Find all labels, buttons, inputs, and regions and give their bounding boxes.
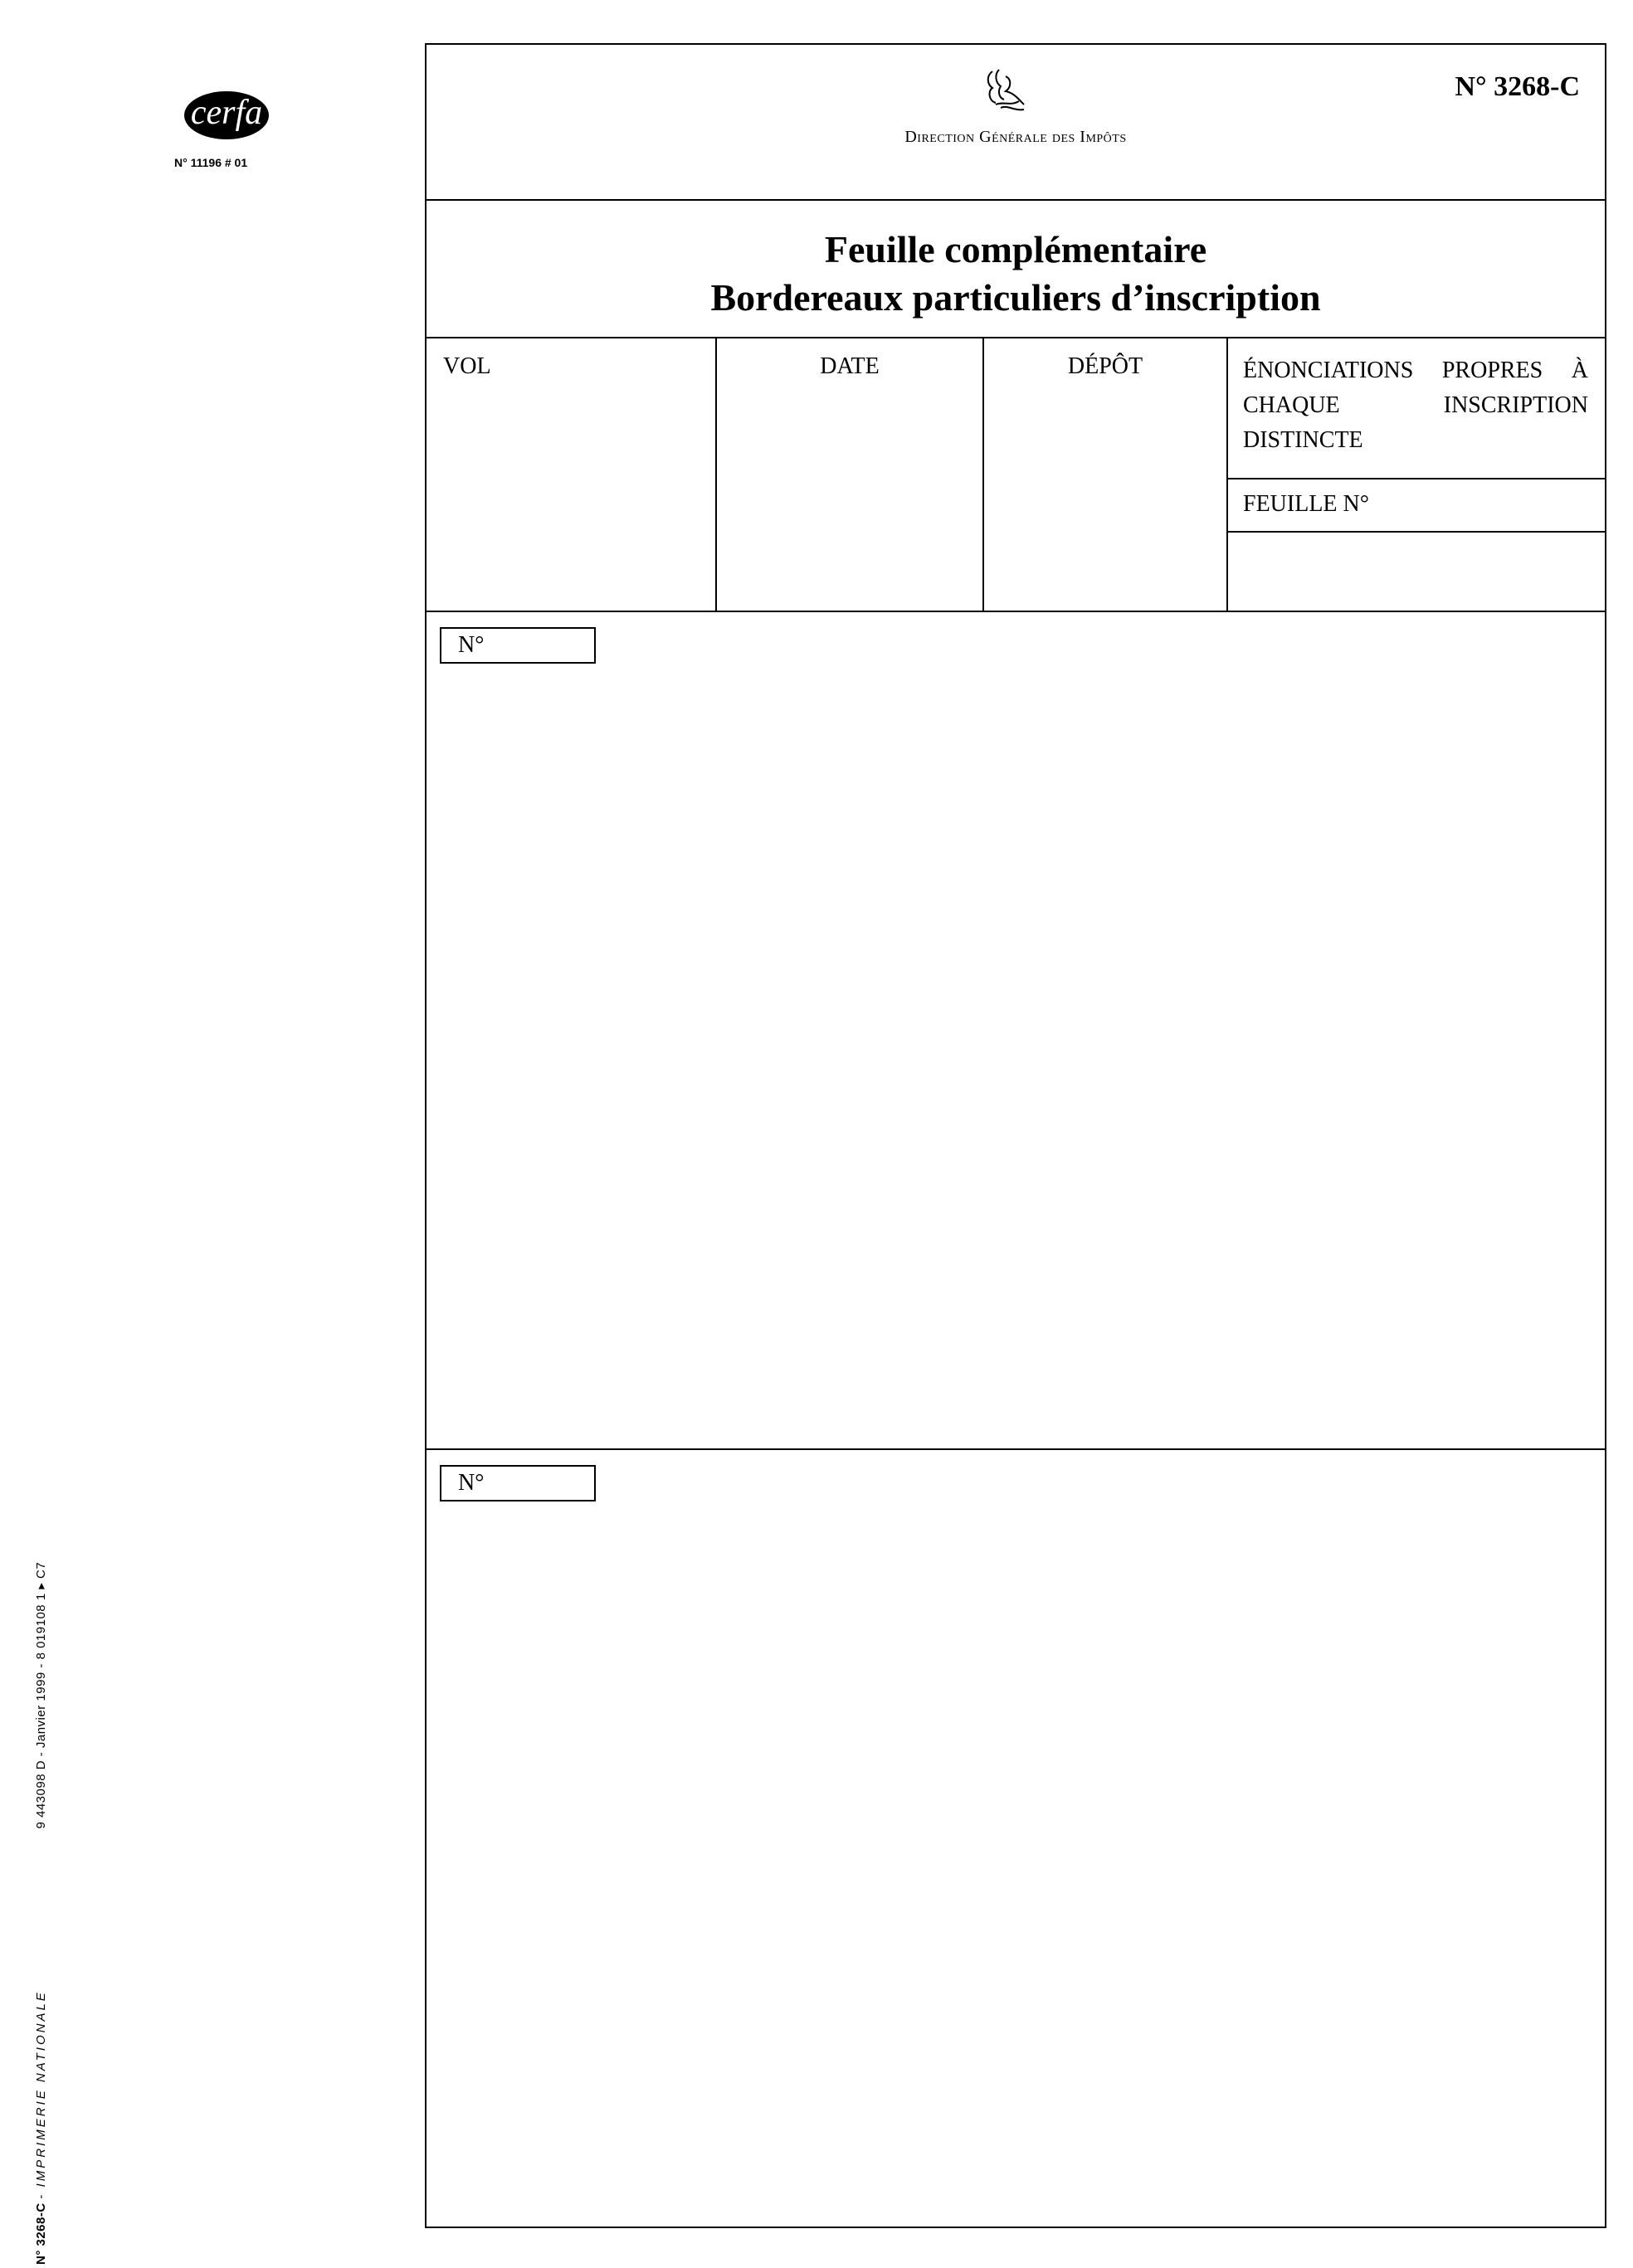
inscription-section-2[interactable] bbox=[427, 1450, 1605, 2228]
inscription-form bbox=[425, 43, 1606, 2228]
column-date[interactable]: DATE bbox=[717, 338, 984, 611]
title-band bbox=[427, 201, 1605, 338]
column-feuille-label: FEUILLE N° bbox=[1228, 479, 1606, 533]
title-line-2: Bordereaux particuliers d’inscription bbox=[710, 276, 1321, 319]
title-line-1: Feuille complémentaire bbox=[824, 228, 1207, 270]
feuille-number-field[interactable] bbox=[1228, 533, 1606, 611]
column-header-row bbox=[427, 338, 1605, 612]
form-header bbox=[427, 45, 1605, 201]
printer-imprint bbox=[33, 1562, 48, 2265]
department-name: Direction Générale des Impôts bbox=[904, 128, 1127, 146]
imprint-form-ref: N° 3268-C bbox=[34, 2202, 48, 2265]
form-number: N° 3268-C bbox=[1455, 71, 1580, 102]
imprint-printer: IMPRIMERIE NATIONALE bbox=[34, 1990, 48, 2188]
imprint-separator: - bbox=[34, 2194, 48, 2199]
inscription-number-box[interactable]: N° bbox=[440, 1465, 596, 1501]
imprint-print-code: 9 443098 D - Janvier 1999 - 8 019108 1 ▸ C7 bbox=[34, 1561, 48, 1829]
inscription-number-box[interactable]: N° bbox=[440, 627, 596, 664]
column-enonciations: ÉNONCIATIONS PROPRES À CHAQUE INSCRIPTION DISTINCTE bbox=[1228, 338, 1606, 479]
inscription-section-1[interactable] bbox=[427, 612, 1605, 1450]
marianne-emblem-icon bbox=[977, 68, 1027, 116]
column-vol[interactable]: VOL bbox=[427, 338, 717, 611]
column-depot[interactable]: DÉPÔT bbox=[984, 338, 1228, 611]
cerfa-registration-number: N° 11196 # 01 bbox=[174, 156, 248, 169]
cerfa-logo bbox=[171, 91, 287, 169]
cerfa-logo-mark: cerfa bbox=[184, 91, 269, 139]
